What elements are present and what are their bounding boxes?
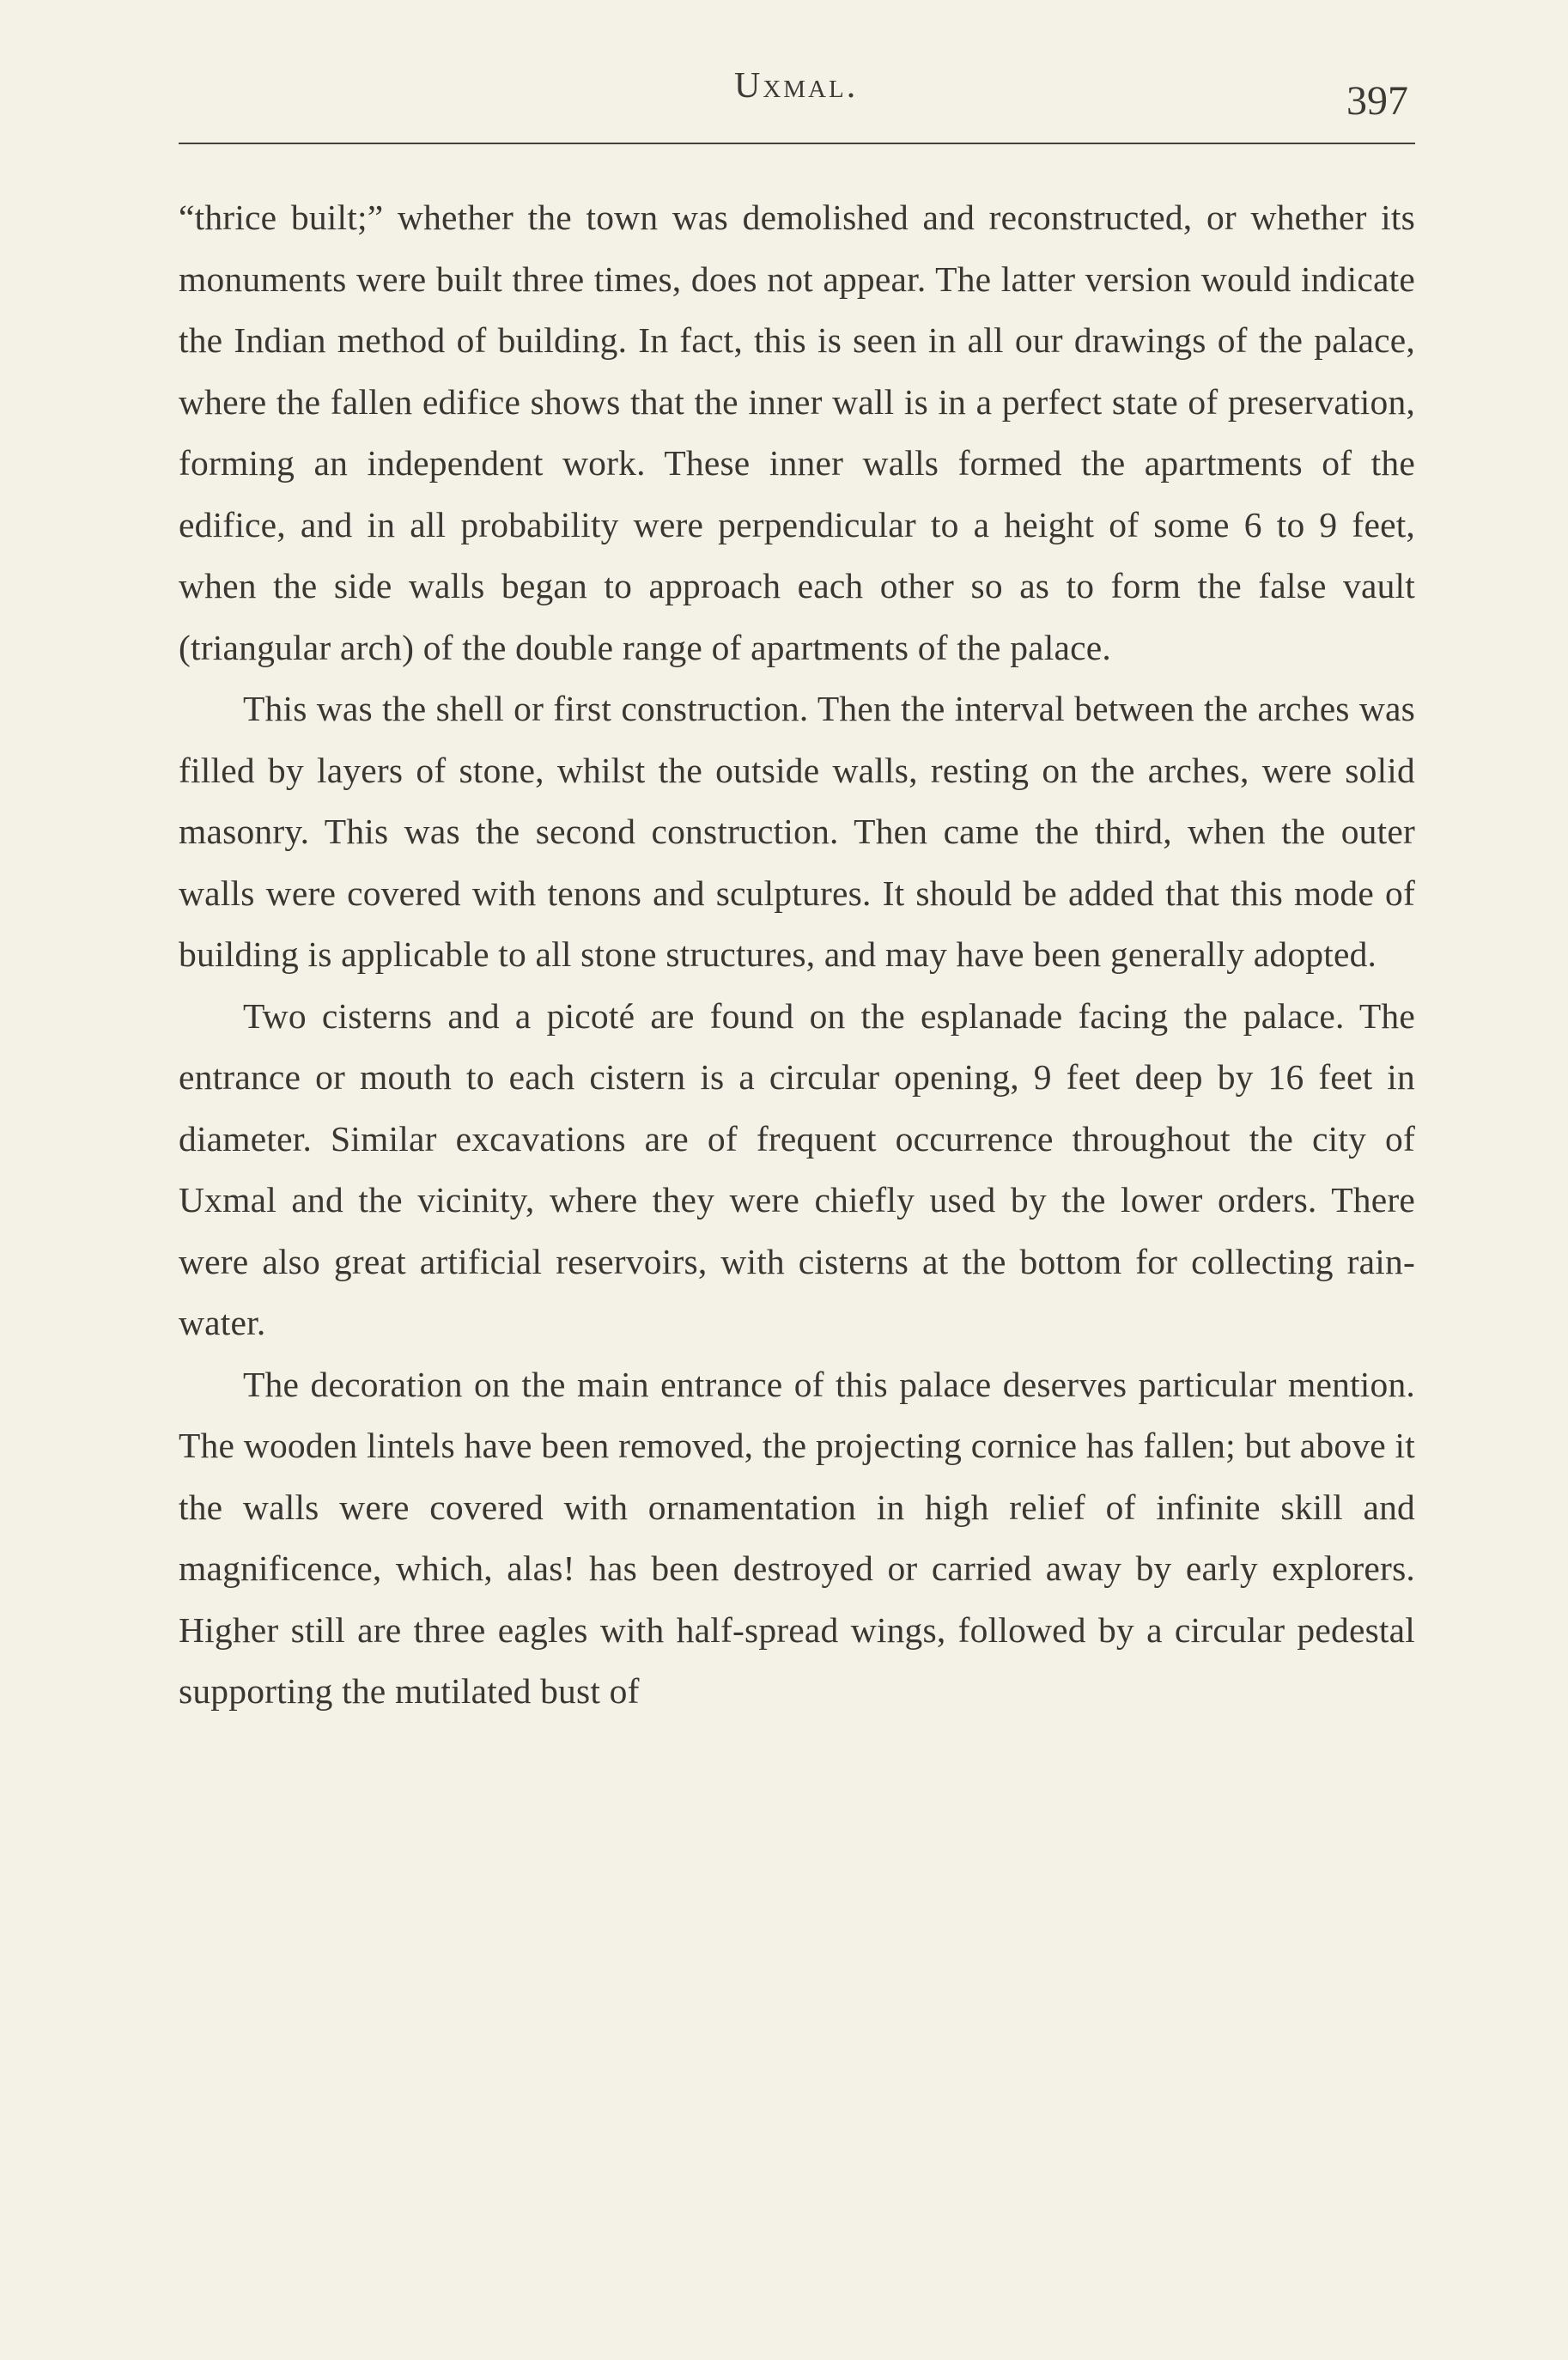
paragraph-1: “thrice built;” whether the town was demolished and reconstructed, or whether its monuments were built three times, does not appear. The latter version would indicate the Indian method of building. In fact, this is seen in all our drawings of the palace, where the fallen edifice shows that the inner wall is in a perfect state of preservation, forming an independent work. These inner walls formed the apartments of the edifice, and in all probability were perpendicular to a height of some 6 to 9 feet, when the side walls began to approach each other so as to form the false vault (triangular arch) of the double range of apartments of the palace.	[179, 198, 1415, 667]
page-number: 397	[1346, 78, 1408, 124]
running-head	[0, 65, 1568, 125]
header-rule	[179, 143, 1415, 144]
paragraph-3: Two cisterns and a picoté are found on the esplanade facing the palace. The entrance or mouth to each cistern is a circular opening, 9 feet deep by 16 feet in diameter. Similar excavations are of frequent occurrence throughout the city of Uxmal and the vicinity, where they were chiefly used by the lower orders. There were also great artificial reservoirs, with cisterns at the bottom for collecting rain-water.	[179, 995, 1415, 1342]
body-text	[179, 187, 1415, 1723]
running-title: Uxmal.	[734, 66, 859, 106]
paragraph-4: The decoration on the main entrance of this palace deserves particular mention. The wooden lintels have been removed, the projecting cornice has fallen; but above it the walls were covered with ornamentation in high relief of infinite skill and magnificence, which, alas! has been destroyed or carried away by early explorers. Higher still are three eagles with half-spread wings, followed by a circular pedestal supporting the mutilated bust of	[179, 1364, 1415, 1711]
paragraph-2: This was the shell or first construction. Then the interval between the arches was filled by layers of stone, whilst the outside walls, resting on the arches, were solid masonry. This was the second construction. Then came the third, when the outer walls were covered with tenons and sculptures. It should be added that this mode of building is applicable to all stone structures, and may have been generally adopted.	[179, 689, 1415, 974]
